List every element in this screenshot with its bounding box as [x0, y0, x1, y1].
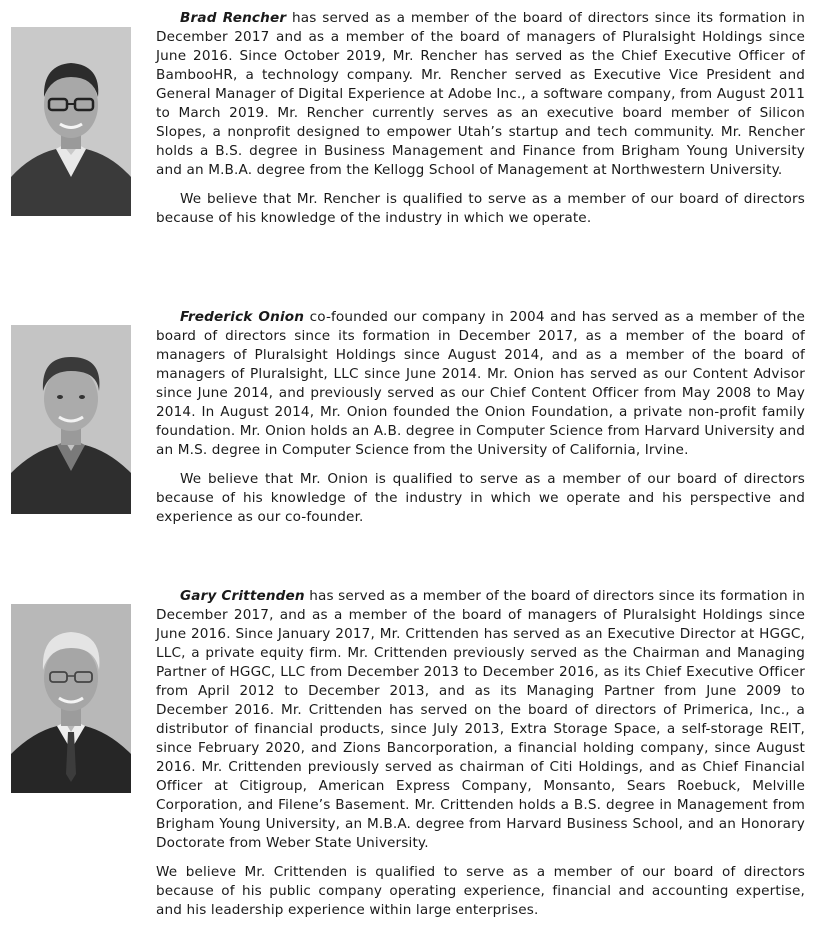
director-bio-text: has served as a member of the board of directors since its formation in December 2017, and as a member of the board of managers of Pluralsight Holdings since June 2016. Since January 2017, Mr. Crittenden has served as an Executive Director at HGGC, LLC, a private equity firm. Mr. Crittenden previously served as the Chairman and Managing Partner of HGGC, LLC from December 2013 to December 2016, as its Chief Executive Officer from April 2012 to December 2013, and as its Managing Partner from June 2009 to December 2016. Mr. Crittenden has served on the board of directors of Primerica, Inc., a distributor of financial products, since July 2013, Extra Storage Space, a self-storage REIT, since February 2020, and Zions Bancorporation, a financial holding company, since August 2016. Mr. Crittenden previously served as chairman of Citi Holdings, and as Chief Financial Officer at Citigroup, American Express Company, Monsanto, Sears Roebuck, Melville Corporation, and Filene’s Basement. Mr. Crittenden holds a B.S. degree in Management from Brigham Young University, an M.B.A. degree from Harvard Business School, and an Honorary Doctorate from Weber State University. [156, 588, 805, 851]
director-qualification: We believe that Mr. Rencher is qualified to serve as a member of our board of directors because of his knowledge of the industry in which we operate. [156, 191, 805, 226]
director-bio-text: co-founded our company in 2004 and has served as a member of the board of directors since its formation in December 2017, as a member of the board of managers of Pluralsight Holdings since August 2014, and as a member of the board of managers of Pluralsight, LLC since June 2014. Mr. Onion has served as our Content Advisor since June 2014, and previously served as our Chief Content Officer from May 2008 to May 2014. In August 2014, Mr. Onion founded the Onion Foundation, a private non-profit family foundation. Mr. Onion holds an A.B. degree in Computer Science from Harvard University and an M.S. degree in Computer Science from the University of California, Irvine. [156, 309, 805, 458]
director-bio-paragraph [156, 587, 805, 853]
director-photo [11, 27, 131, 216]
director-text [156, 587, 805, 920]
director-bio-paragraph [156, 308, 805, 460]
director-name: Frederick Onion [180, 309, 305, 325]
director-bio-text: has served as a member of the board of directors since its formation in December 2017 and as a member of the board of managers of Pluralsight Holdings since June 2016. Since October 2019, Mr. Rencher has served as the Chief Executive Officer of BambooHR, a technology company. Mr. Rencher served as Executive Vice President and General Manager of Digital Experience at Adobe Inc., a software company, from August 2011 to March 2019. Mr. Rencher currently serves as an executive board member of Silicon Slopes, a nonprofit designed to empower Utah’s startup and tech community. Mr. Rencher holds a B.S. degree in Business Management and Finance from Brigham Young University and an M.B.A. degree from the Kellogg School of Management at Northwestern University. [156, 10, 805, 178]
director-text [156, 9, 805, 228]
director-photo [11, 325, 131, 514]
director-name: Gary Crittenden [180, 588, 305, 604]
director-qualification: We believe that Mr. Onion is qualified to serve as a member of our board of directors because of his knowledge of the industry in which we operate and his perspective and experience as our co-founder. [156, 471, 805, 525]
director-qualification: We believe Mr. Crittenden is qualified to serve as a member of our board of directors because of his public company operating experience, financial and accounting expertise, and his leadership experience within large enterprises. [156, 864, 805, 918]
director-name: Brad Rencher [180, 10, 287, 26]
portrait-image [11, 27, 131, 216]
director-bio-paragraph [156, 9, 805, 180]
portrait-image [11, 604, 131, 793]
portrait-image [11, 325, 131, 514]
director-photo [11, 604, 131, 793]
director-text [156, 308, 805, 527]
